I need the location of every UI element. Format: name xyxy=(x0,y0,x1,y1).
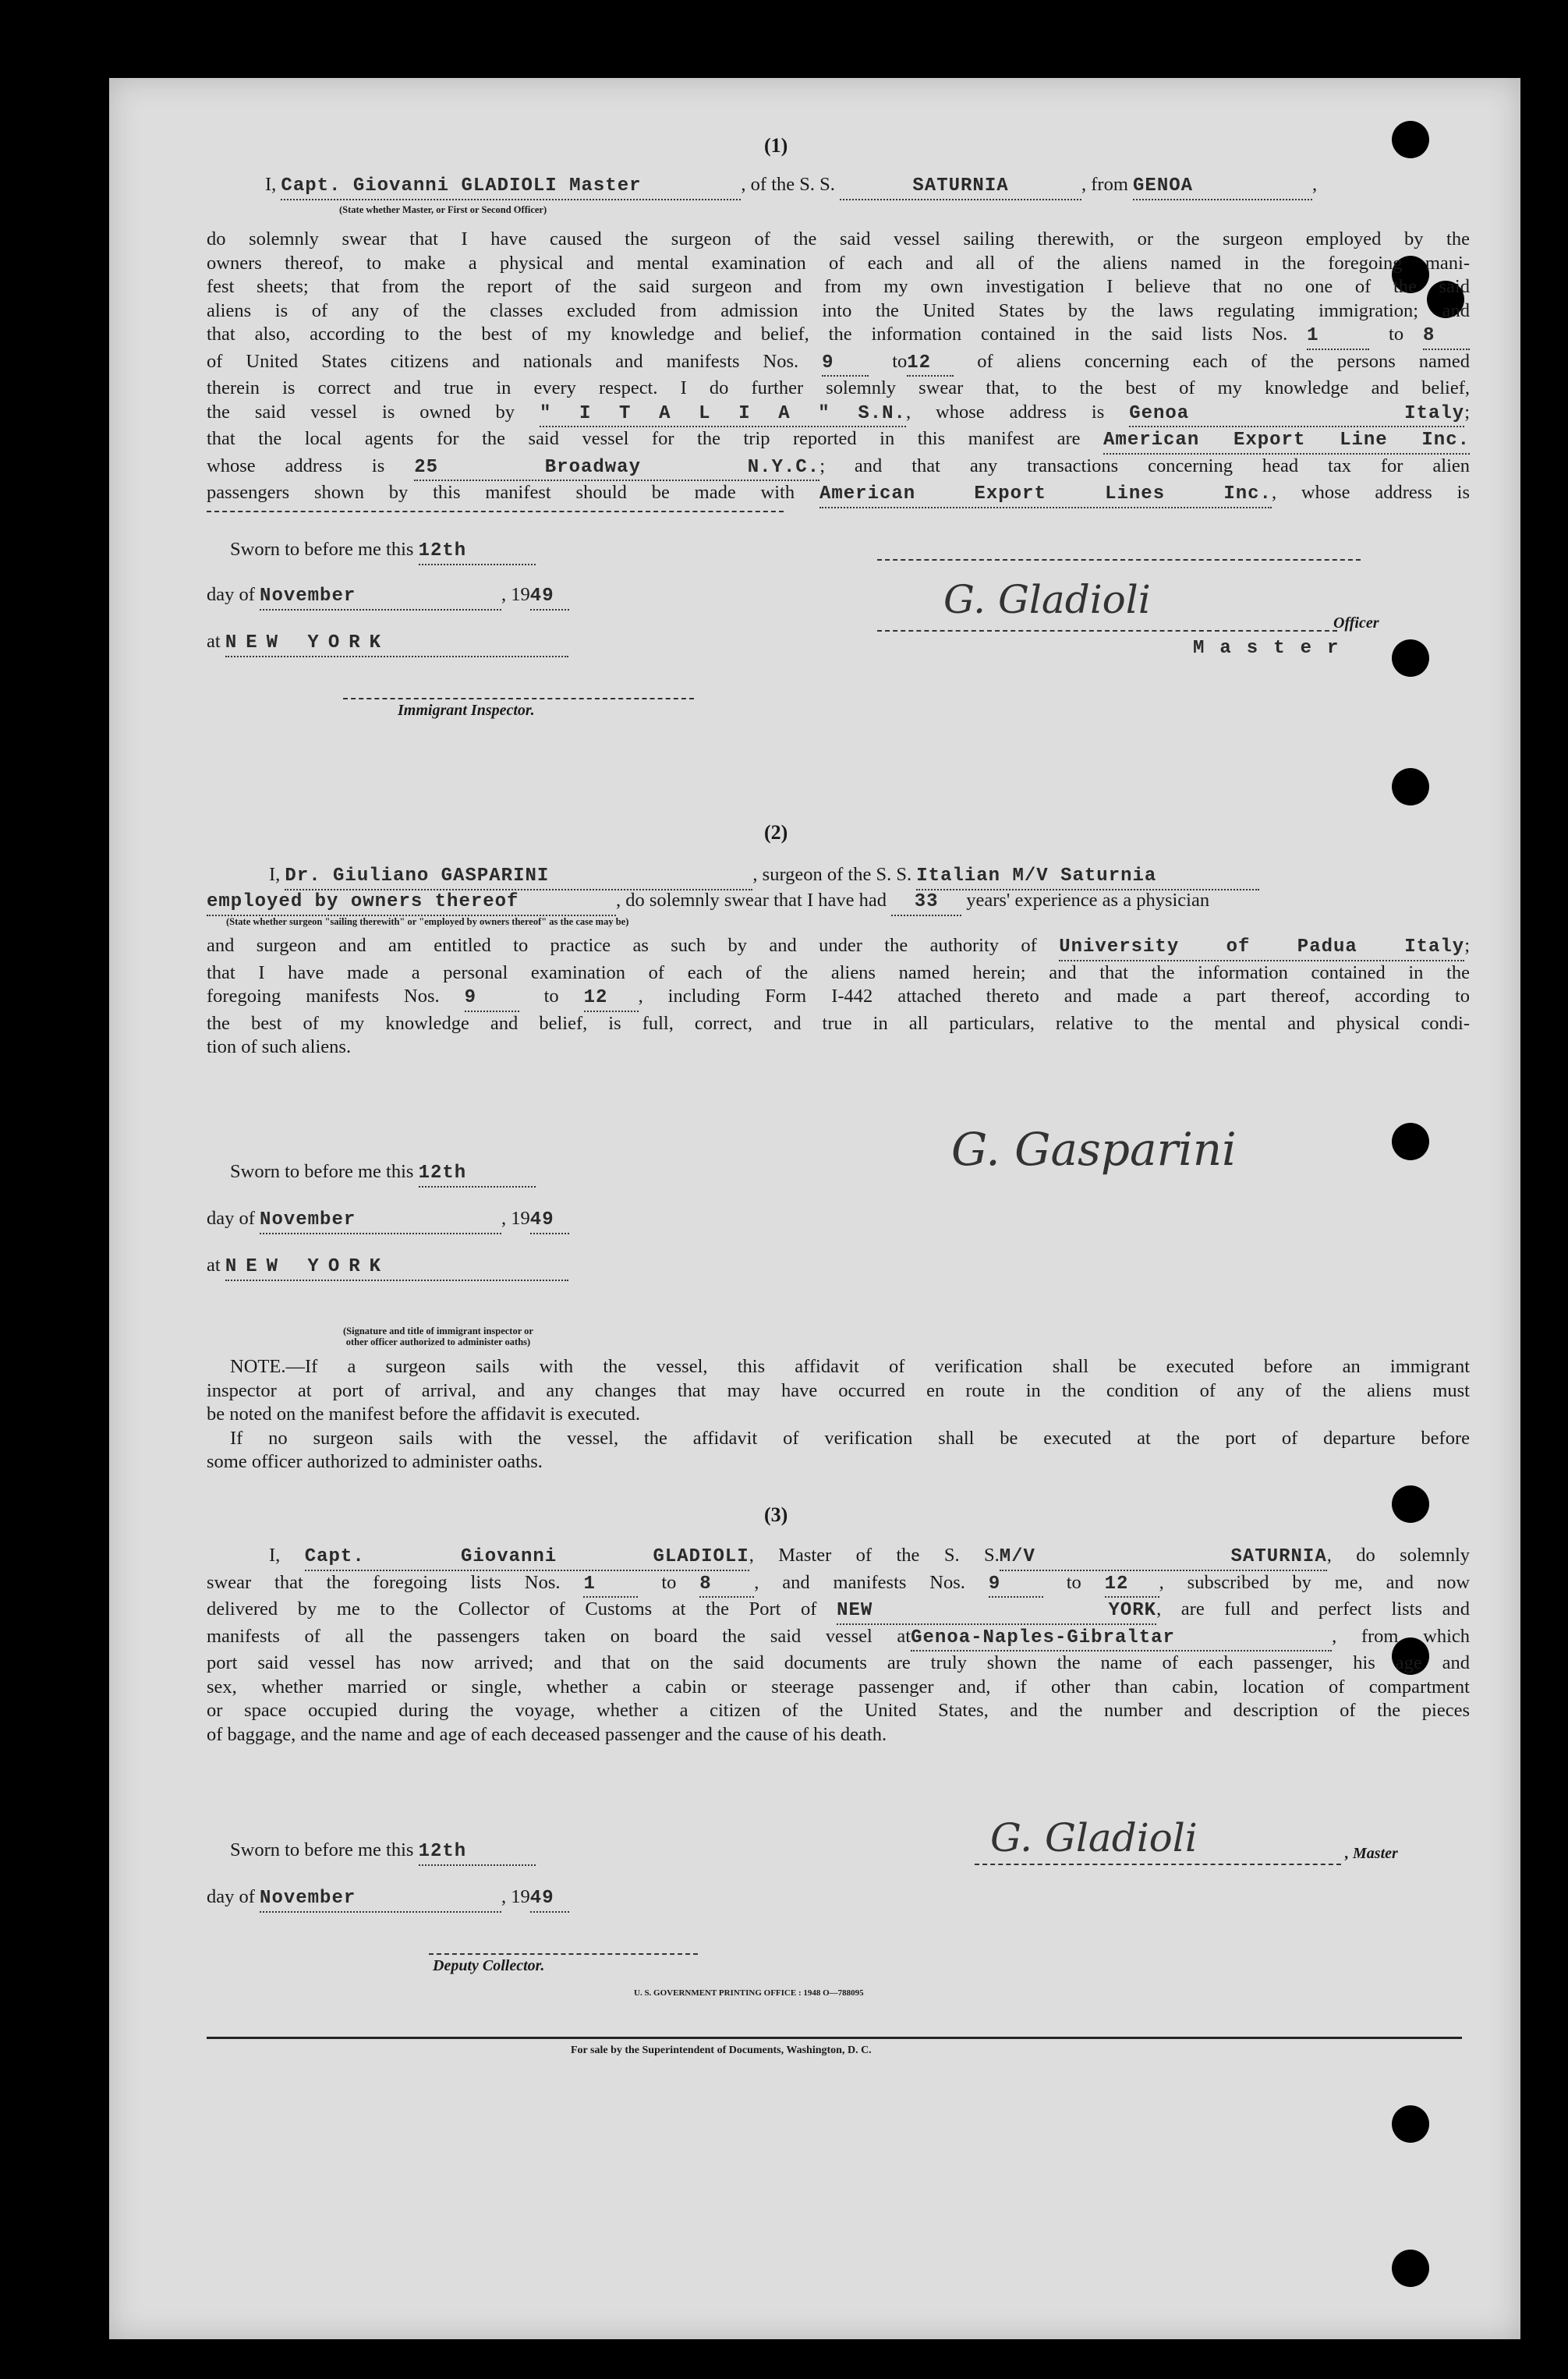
from-port-field: GENOA xyxy=(1133,175,1194,196)
s3-master-label: , Master xyxy=(1345,1845,1398,1862)
sale-notice: For sale by the Superintendent of Documents, Washington, D. C. xyxy=(571,2044,872,2056)
manifest-affidavit-page xyxy=(109,78,1520,2339)
s1-master-title: Master xyxy=(1193,638,1354,659)
punch-hole xyxy=(1392,121,1429,158)
s2-day-line: day of November , 1949 xyxy=(207,1207,569,1234)
s3-body: I, Capt. Giovanni GLADIOLI, Master of the S. S.M/V SATURNIA, do solemnly swear that the foregoing lists Nos. 1 to 8 , and manifests Nos. 9 to 12 , subscribed by me, and now delivered by me to the Collector of Customs at the Port of NEW YORK, are full and perfect lists and manifests of all the passengers taken on board the said vessel atGenoa-Naples-Gibraltar , from which port said vessel has now arrived; and that on the said documents are truly shown the name of each passenger, his age and sex, whether married or single, whether a cabin or steerage passenger and, if other than cabin, location of compartment or space occupied during the voyage, whether a citizen of the United States, and the number and description of the pieces of baggage, and the name and age of each deceased passenger and the cause of his death. xyxy=(207,1545,1471,1745)
surgeon-signature: G. Gasparini xyxy=(951,1123,1237,1176)
master-name-field: Capt. Giovanni GLADIOLI Master xyxy=(281,175,642,196)
punch-hole xyxy=(1392,1123,1429,1160)
s3-day-line: day of November , 1949 xyxy=(207,1885,569,1913)
punch-hole xyxy=(1392,2105,1429,2143)
punch-hole xyxy=(1392,639,1429,677)
s1-address-line xyxy=(207,511,784,512)
s1-header-line: I, Capt. Giovanni GLADIOLI Master , of the S. S. SATURNIA , from GENOA , xyxy=(265,173,1317,200)
s2-line2: employed by owners thereof , do solemnly swear that I have had 33 years' experience as a physician xyxy=(207,889,1209,916)
footer-rule xyxy=(207,2037,1462,2039)
s1-inspector-label: Immigrant Inspector. xyxy=(398,702,535,719)
s1-state-note: (State whether Master, or First or Second Officer) xyxy=(339,204,547,215)
s1-day-line: day of November , 1949 xyxy=(207,583,569,611)
section-number-1: (1) xyxy=(764,134,788,157)
punch-hole xyxy=(1392,2250,1429,2287)
master-signature-1: G. Gladioli xyxy=(943,577,1151,622)
s1-sig-line xyxy=(877,630,1337,632)
s2-state-note: (State whether surgeon "sailing therewith" or "employed by owners thereof" as the case may be) xyxy=(226,916,629,927)
punch-hole xyxy=(1392,768,1429,805)
s3-collector-line xyxy=(429,1953,698,1955)
section-number-2: (2) xyxy=(764,821,788,844)
s3-sworn-line: Sworn to before me this 12th xyxy=(230,1839,536,1866)
s2-sworn-line: Sworn to before me this 12th xyxy=(230,1160,536,1188)
section-number-3: (3) xyxy=(764,1503,788,1526)
s2-sig-note: (Signature and title of immigrant inspector or other officer authorized to administer oaths) xyxy=(343,1326,533,1347)
s1-inspector-line xyxy=(343,698,694,699)
gpo-imprint: U. S. GOVERNMENT PRINTING OFFICE : 1948 O—788095 xyxy=(634,1988,864,1998)
vessel-field: SATURNIA xyxy=(912,175,1009,196)
s2-at-line: at NEW YORK xyxy=(207,1254,568,1281)
master-signature-3: G. Gladioli xyxy=(990,1815,1198,1860)
s1-sworn-line: Sworn to before me this 12th xyxy=(230,538,536,565)
punch-hole xyxy=(1392,1485,1429,1523)
s3-sig-line xyxy=(975,1864,1341,1865)
s1-officer-label: Officer xyxy=(1333,614,1379,632)
s2-body: and surgeon and am entitled to practice as such by and under the authority of University of Padua Italy; that I have made a personal examination of each of the aliens named herein; and that the information contained in the foregoing manifests Nos. 9 to 12 , including Form I-442 attached thereto and made a part thereof, according to the best of my knowledge and belief, is full, correct, and true in all particulars, relative to the mental and physical condi- tion of such aliens. xyxy=(207,935,1471,1057)
s2-note: NOTE.—If a surgeon sails with the vessel, this affidavit of verification shall be executed before an immigrant inspector at port of arrival, and any changes that may have occurred en route in the condition of any of the aliens must be noted on the manifest before the affidavit is executed. If no surgeon sails with the vessel, the affidavit of verification shall be executed at the port of departure before some officer authorized to administer oaths. xyxy=(207,1356,1470,1472)
s3-collector-label: Deputy Collector. xyxy=(433,1957,545,1974)
s1-body: do solemnly swear that I have caused the surgeon of the said vessel sailing therewith, or the surgeon employed by the owners thereof, to make a physical and mental examination of each and all of the aliens named in the foregoing mani- fest sheets; that from the report of the said surgeon and from my own investigation I believe that no one of the said aliens is of any of the classes excluded from admission into the United States by the laws regulating immigration; and that also, according to the best of my knowledge and belief, the information contained in the said lists Nos. 1 to 8 of United States citizens and nationals and manifests Nos. 9 to12 of aliens concerning each of the persons named therein is correct and true in every respect. I do further solemnly swear that, to the best of my knowledge and belief, the said vessel is owned by " I T A L I A " S.N., whose address is Genoa Italy; that the local agents for the said vessel for the trip reported in this manifest are American Export Line Inc. whose address is 25 Broadway N.Y.C.; and that any transactions concerning head tax for alien passengers shown by this manifest should be made with American Export Lines Inc., whose address is xyxy=(207,228,1470,508)
s1-right-line xyxy=(877,559,1361,561)
s1-at-line: at NEW YORK xyxy=(207,630,568,657)
s2-line1: I, Dr. Giuliano GASPARINI , surgeon of the S. S. Italian M/V Saturnia xyxy=(269,863,1259,890)
